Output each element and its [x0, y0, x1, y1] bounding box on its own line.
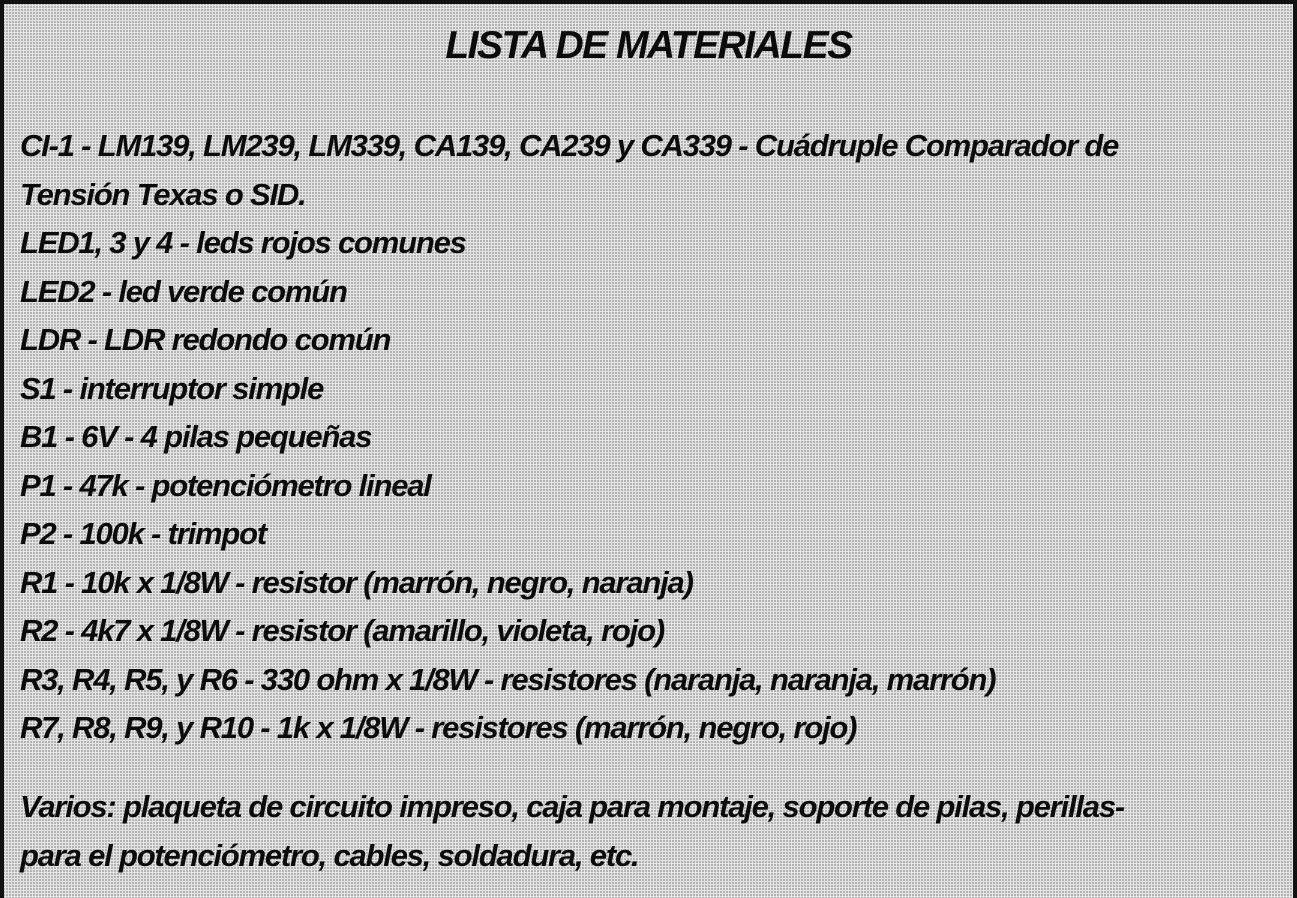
page-title: LISTA DE MATERIALES — [445, 24, 852, 67]
list-item: S1 - interruptor simple — [20, 370, 324, 406]
list-item: P2 - 100k - trimpot — [20, 516, 266, 551]
left-border — [0, 0, 4, 898]
right-border — [1293, 0, 1297, 898]
list-item: R3, R4, R5, y R6 - 330 ohm x 1/8W - resistores (naranja, naranja, marrón) — [20, 661, 996, 697]
list-item: LDR - LDR redondo común — [20, 322, 391, 357]
list-item: R1 - 10k x 1/8W - resistor (marrón, negro, naranja) — [20, 564, 693, 600]
list-item: R7, R8, R9, y R10 - 1k x 1/8W - resistores (marrón, negro, rojo) — [20, 710, 857, 745]
varios-line: para el potenciómetro, cables, soldadura, etc. — [20, 837, 639, 873]
list-item: P1 - 47k - potenciómetro lineal — [20, 467, 431, 503]
materials-list — [20, 122, 1280, 753]
list-item: B1 - 6V - 4 pilas pequeñas — [20, 419, 372, 454]
list-item: LED1, 3 y 4 - leds rojos comunes — [20, 225, 466, 260]
list-item: R2 - 4k7 x 1/8W - resistor (amarillo, violeta, rojo) — [20, 613, 664, 648]
list-item: LED2 - led verde común — [20, 273, 347, 309]
top-border — [0, 0, 1297, 4]
varios-line: Varios: plaqueta de circuito impreso, caja para montaje, soporte de pilas, perillas- — [20, 789, 1124, 824]
varios-note — [20, 783, 1280, 880]
list-item: CI-1 - LM139, LM239, LM339, CA139, CA239 y CA339 - Cuádruple Comparador de — [20, 128, 1119, 163]
list-item: Tensión Texas o SID. — [20, 176, 306, 212]
